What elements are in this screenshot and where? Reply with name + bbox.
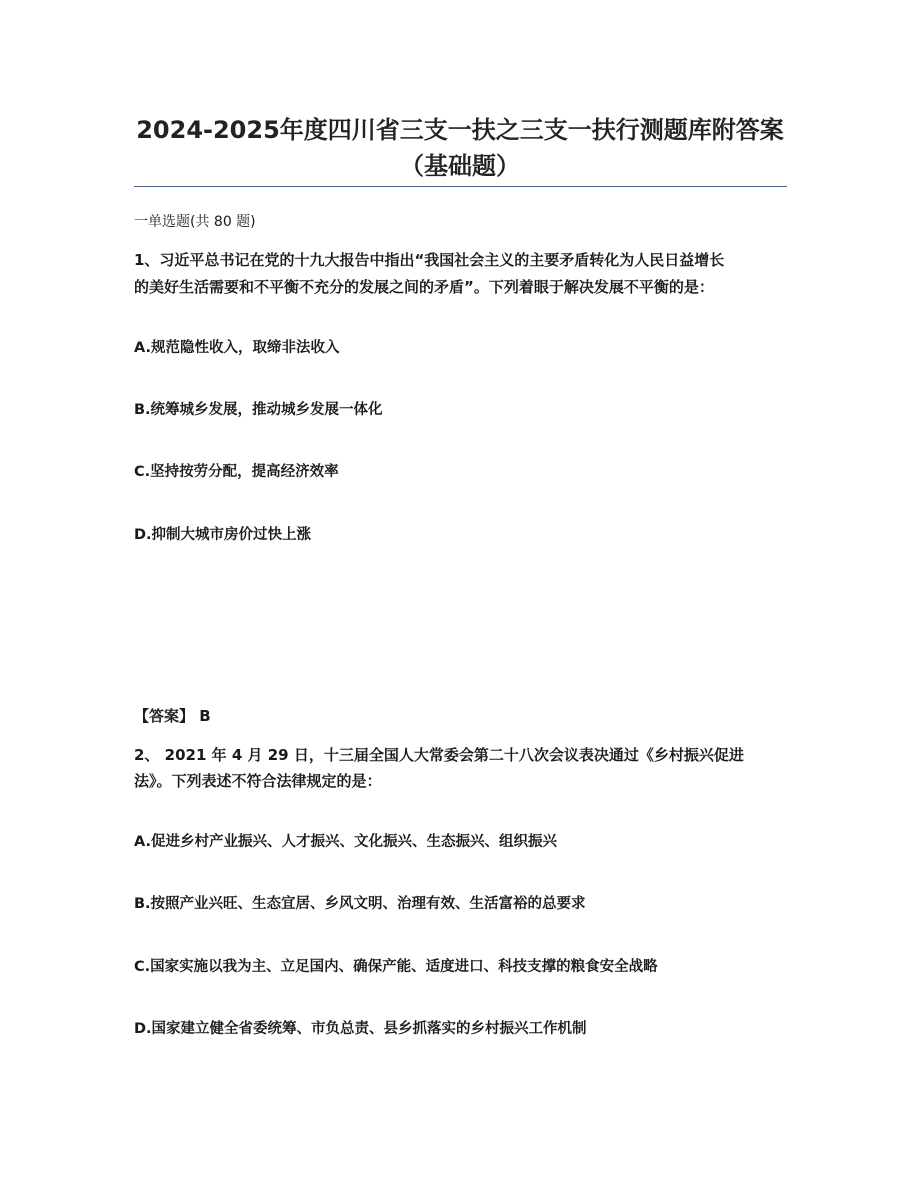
q1-answer: 【答案】 B xyxy=(134,707,211,725)
q1-stem-line1: 1、习近平总书记在党的十九大报告中指出“我国社会主义的主要矛盾转化为人民日益增长 xyxy=(134,251,725,269)
q1-stem-line2: 的美好生活需要和不平衡不充分的发展之间的矛盾”。下列着眼于解决发展不平衡的是： xyxy=(134,278,714,296)
section-label: 一单选题(共 80 题) xyxy=(134,214,256,230)
q1-option-a: A.规范隐性收入，取缔非法收入 xyxy=(134,340,340,356)
q1-option-c: C.坚持按劳分配，提高经济效率 xyxy=(134,464,339,480)
q2-option-c: C.国家实施以我为主、立足国内、确保产能、适度进口、科技支撑的粮食安全战略 xyxy=(134,959,658,975)
q2-stem-line1: 2、 2021 年 4 月 29 日，十三届全国人大常委会第二十八次会议表决通过《乡村振兴促进 xyxy=(134,746,744,764)
title-divider xyxy=(134,186,787,187)
q1-option-d: D.抑制大城市房价过快上涨 xyxy=(134,527,312,543)
q1-option-b: B.统筹城乡发展，推动城乡发展一体化 xyxy=(134,402,383,418)
q2-option-a: A.促进乡村产业振兴、人才振兴、文化振兴、生态振兴、组织振兴 xyxy=(134,834,557,850)
q2-option-d: D.国家建立健全省委统筹、市负总责、县乡抓落实的乡村振兴工作机制 xyxy=(134,1021,587,1037)
document-title-line1: 2024-2025年度四川省三支一扶之三支一扶行测题库附答案 xyxy=(136,116,784,144)
q2-option-b: B.按照产业兴旺、生态宜居、乡风文明、治理有效、生活富裕的总要求 xyxy=(134,896,586,912)
document-title-line2: （基础题） xyxy=(400,152,520,180)
q2-stem-line2: 法》。下列表述不符合法律规定的是： xyxy=(134,772,382,790)
